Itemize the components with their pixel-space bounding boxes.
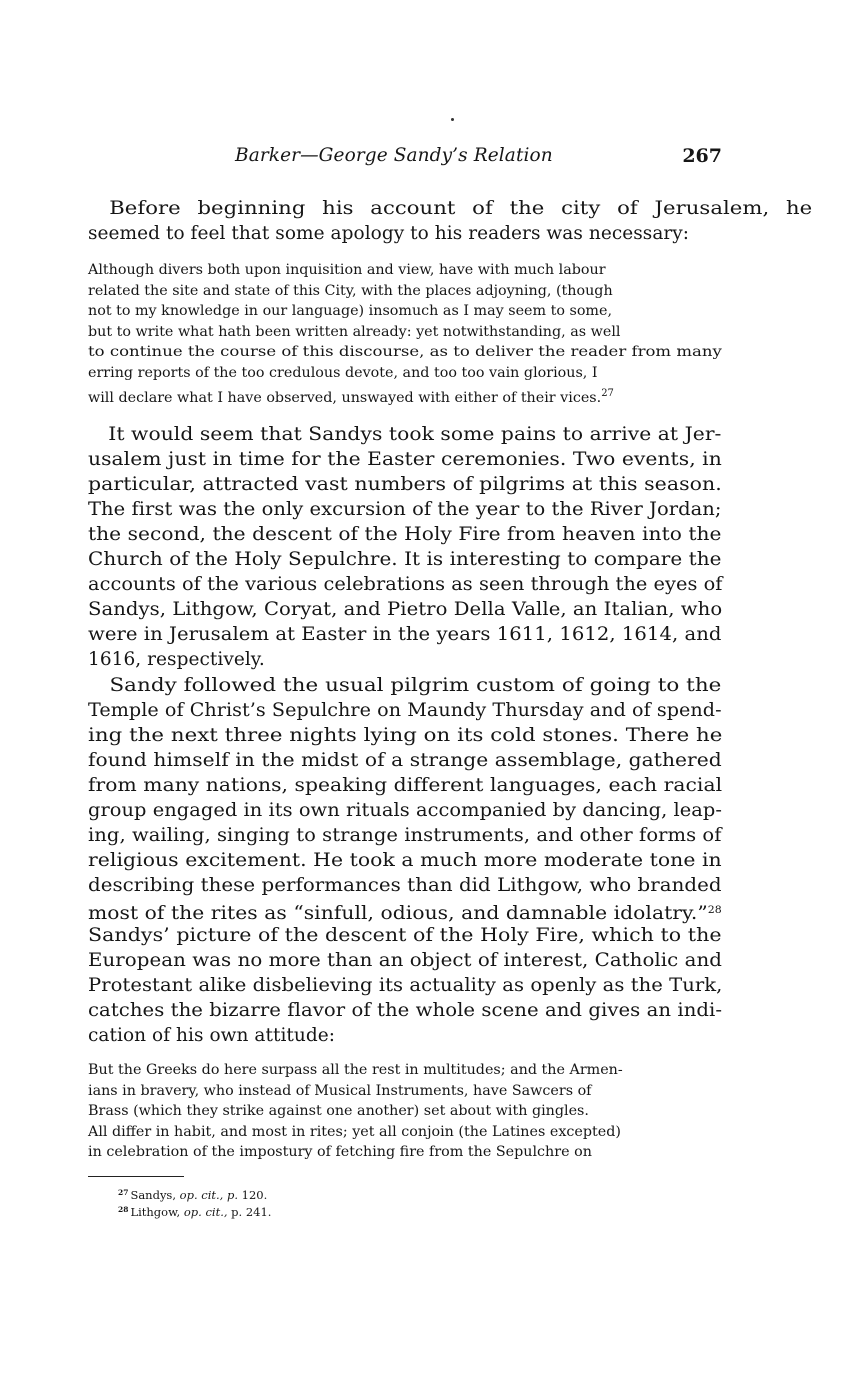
text-line: European was no more than an object of interest, Catholic and bbox=[88, 950, 723, 971]
quote-line: not to my knowledge in our language) insomuch as I may seem to some, bbox=[88, 303, 612, 320]
text-line: Sandys, Lithgow, Coryat, and Pietro Della Valle, an Italian, who bbox=[88, 599, 723, 620]
text-line-with-ref bbox=[88, 898, 782, 923]
quote-line: Although divers both upon inquisition and view, have with much labour bbox=[88, 262, 606, 278]
footnote-divider bbox=[88, 1176, 184, 1177]
text-line: the second, the descent of the Holy Fire from heaven into the bbox=[88, 524, 722, 545]
text-line: Temple of Christ’s Sepulchre on Maundy Thursday and of spend- bbox=[88, 700, 722, 721]
quote-line-text: will declare what I have observed, unswayed with either of their vices. bbox=[88, 389, 602, 406]
text-line-text: most of the rites as “sinfull, odious, and damnable idolatry.” bbox=[88, 903, 708, 924]
quote-line: ians in bravery, who instead of Musical Instruments, have Sawcers of bbox=[88, 1082, 592, 1099]
quote-line: But the Greeks do here surpass all the rest in multitudes; and the Armen- bbox=[88, 1062, 623, 1078]
footnote-mark: 28 bbox=[118, 1205, 129, 1214]
text-line: found himself in the midst of a strange assemblage, gathered bbox=[88, 750, 722, 771]
text-line: 1616, respectively. bbox=[88, 649, 265, 670]
text-line: from many nations, speaking different languages, each racial bbox=[88, 775, 723, 796]
footnote-ref: op. cit., bbox=[179, 1188, 224, 1202]
running-head: Barker—George Sandy’s Relation bbox=[235, 145, 553, 166]
page-number: 267 bbox=[682, 145, 722, 167]
quote-line: in celebration of the impostury of fetching fire from the Sepulchre on bbox=[88, 1144, 592, 1161]
ink-speck bbox=[451, 118, 454, 121]
text-line: religious excitement. He took a much more moderate tone in bbox=[88, 850, 722, 871]
text-line: ing the next three nights lying on its cold stones. There he bbox=[88, 725, 723, 746]
text-line: describing these performances than did Lithgow, who branded bbox=[88, 875, 722, 896]
footnote-page: 120. bbox=[241, 1188, 268, 1202]
footnote-ref: op. cit., bbox=[183, 1205, 228, 1219]
paragraph-holy-fire bbox=[88, 673, 722, 1048]
quote-line: erring reports of the too credulous devote, and too too vain glorious, I bbox=[88, 364, 598, 381]
text-line: cation of his own attitude: bbox=[88, 1025, 336, 1046]
text-line: Protestant alike disbelieving its actuality as openly as the Turk, bbox=[88, 975, 723, 996]
footnote-28 bbox=[118, 1201, 518, 1218]
text-line: Sandy followed the usual pilgrim custom of going to the bbox=[88, 675, 722, 696]
footnote-ref-28[interactable]: 28 bbox=[707, 905, 722, 916]
quote-line-last bbox=[88, 384, 722, 405]
block-quote-sandys bbox=[88, 260, 722, 404]
text-line: particular, attracted vast numbers of pilgrims at this season. bbox=[88, 474, 722, 495]
text-line: Church of the Holy Sepulchre. It is interesting to compare the bbox=[88, 549, 722, 570]
block-quote-greeks bbox=[88, 1060, 722, 1163]
footnote-page-abbrev: p. bbox=[226, 1188, 238, 1202]
footnote-mark: 27 bbox=[118, 1188, 129, 1197]
text-line: It would seem that Sandys took some pains to arrive at Jer- bbox=[88, 424, 722, 445]
text-line: group engaged in its own rituals accompanied by dancing, leap- bbox=[88, 800, 722, 821]
paragraph-intro bbox=[88, 196, 813, 246]
text-line: seemed to feel that some apology to his readers was necessary: bbox=[88, 223, 690, 244]
text-line: Sandys’ picture of the descent of the Holy Fire, which to the bbox=[88, 925, 722, 946]
page-header bbox=[88, 145, 722, 175]
text-line: usalem just in time for the Easter ceremonies. Two events, in bbox=[88, 449, 722, 470]
text-line: Before beginning his account of the city of Jerusalem, he bbox=[88, 198, 813, 219]
footnote-page-abbrev: p. bbox=[231, 1205, 243, 1219]
text-line: accounts of the various celebrations as seen through the eyes of bbox=[88, 574, 723, 595]
footnote-ref-27[interactable]: 27 bbox=[601, 387, 614, 399]
text-line: ing, wailing, singing to strange instruments, and other forms of bbox=[88, 825, 722, 846]
quote-line: All differ in habit, and most in rites; yet all conjoin (the Latines excepted) bbox=[88, 1123, 621, 1140]
footnote-author: Sandys, bbox=[130, 1188, 176, 1202]
footnote-author: Lithgow, bbox=[130, 1205, 181, 1219]
footnote-page: 241. bbox=[245, 1205, 272, 1219]
text-line: were in Jerusalem at Easter in the years 1611, 1612, 1614, and bbox=[88, 624, 722, 645]
footnotes bbox=[118, 1184, 518, 1218]
text-line: catches the bizarre flavor of the whole scene and gives an indi- bbox=[88, 1000, 723, 1021]
quote-line: Brass (which they strike against one another) set about with gingles. bbox=[88, 1103, 589, 1120]
quote-line: to continue the course of this discourse, as to deliver the reader from many bbox=[88, 344, 722, 361]
quote-line: but to write what hath been written already: yet notwithstanding, as well bbox=[88, 323, 621, 340]
footnote-27 bbox=[118, 1184, 518, 1201]
quote-line: related the site and state of this City, with the places adjoyning, (though bbox=[88, 282, 613, 299]
text-line: The first was the only excursion of the year to the River Jordan; bbox=[88, 499, 722, 520]
paragraph-easter bbox=[88, 422, 722, 672]
